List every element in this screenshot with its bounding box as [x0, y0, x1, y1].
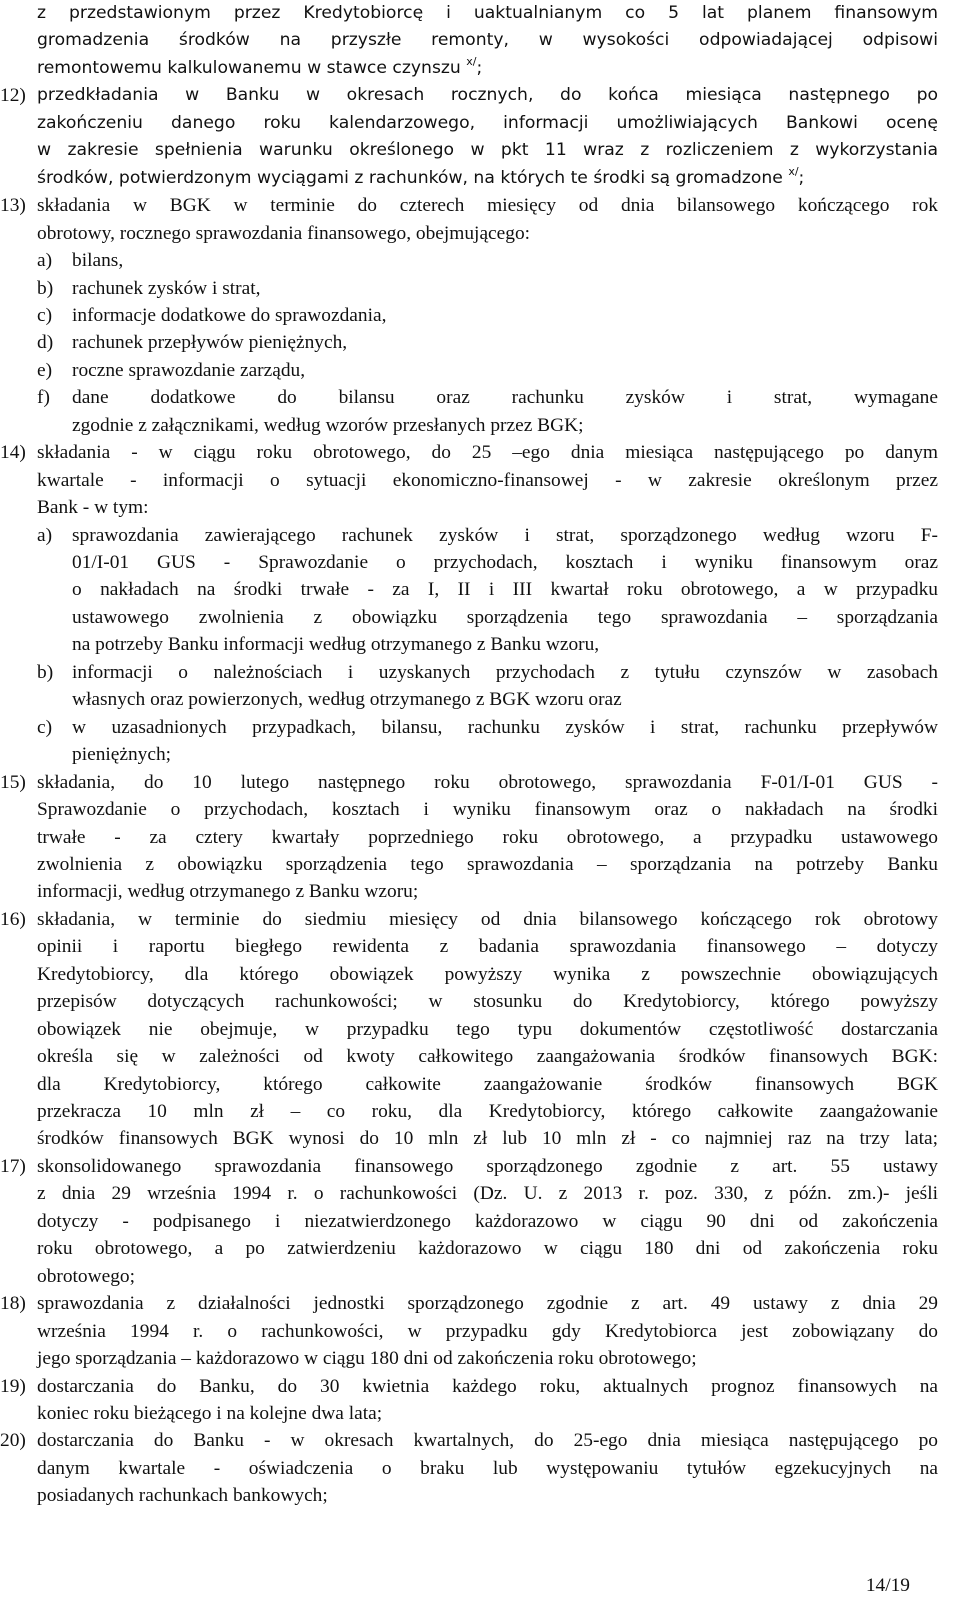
line-text: opinii i raportu biegłego rewidenta z badania sprawozdania finansowego – dotyczy — [37, 936, 938, 958]
punctuation: ; — [798, 167, 805, 188]
text-line — [37, 1455, 938, 1482]
line-text: koniec roku bieżącego i na kolejne dwa lata; — [37, 1402, 383, 1424]
line-text: dostarczania do Banku - w okresach kwartalnych, do 25-ego dnia miesiąca następującego po — [37, 1430, 938, 1452]
line-text: z dnia 29 września 1994 r. o rachunkowości (Dz. U. z 2013 r. poz. 330, z późn. zm.)- jeśli — [37, 1183, 938, 1205]
line-text: roczne sprawozdanie zarządu, — [72, 359, 306, 381]
line-text: roku obrotowego, a po zatwierdzeniu każdorazowo w ciągu 180 dni od zakończenia roku — [37, 1238, 938, 1260]
sub-item-marker: c) — [37, 716, 53, 738]
text-line — [37, 1318, 938, 1345]
line-text: o nakładach na środki trwałe - za I, II i III kwartał roku obrotowego, a w przypadku — [72, 579, 938, 601]
sub-item-marker: a) — [37, 250, 53, 272]
text-line — [37, 165, 804, 192]
line-text: składania, w terminie do siedmiu miesięcy od dnia bilansowego kończącego rok obrotowy — [37, 908, 938, 930]
text-line — [37, 824, 938, 851]
text-line — [37, 988, 938, 1015]
text-line — [37, 1482, 328, 1509]
text-line — [37, 1125, 938, 1152]
text-line — [37, 0, 938, 27]
text-line — [37, 851, 938, 878]
text-line — [37, 1235, 938, 1262]
text-line — [37, 933, 938, 960]
line-text: w uzasadnionych przypadkach, bilansu, rachunku zysków i strat, rachunku przepływów — [72, 716, 938, 738]
text-line — [37, 439, 938, 466]
line-text: września 1994 r. o rachunkowości, w przypadku gdy Kredytobiorca jest zobowiązany do — [37, 1320, 938, 1342]
line-text: informacje dodatkowe do sprawozdania, — [72, 304, 387, 326]
item-number: 13) — [0, 195, 26, 217]
text-line — [37, 1098, 938, 1125]
text-line — [37, 82, 938, 109]
sub-item-marker: e) — [37, 359, 53, 381]
footnote-marker: x/ — [788, 164, 799, 178]
text-line — [72, 631, 599, 658]
line-text: rachunek przepływów pieniężnych, — [72, 332, 348, 354]
item-number: 18) — [0, 1293, 26, 1315]
punctuation: ; — [476, 57, 483, 78]
text-line — [37, 1208, 938, 1235]
page-number: 14/19 — [865, 1575, 910, 1596]
text-line — [72, 247, 123, 274]
line-text: Kredytobiorcy, dla którego obowiązek powyższy wynika z powszechnie obowiązujących — [37, 963, 938, 985]
line-text: w zakresie spełnienia warunku określonego w pkt 11 wraz z rozliczeniem z wykorzystania — [37, 140, 938, 161]
text-line — [37, 467, 938, 494]
line-text: gromadzenia środków na przyszłe remonty, w wysokości odpowiadającej odpisowi — [37, 30, 938, 51]
line-text: środków, potwierdzonym wyciągami z rachunków, na których te środki są gromadzone — [37, 167, 783, 188]
text-line — [37, 1016, 938, 1043]
line-text: obrotowego; — [37, 1265, 136, 1287]
text-line — [72, 412, 584, 439]
sub-item-marker: c) — [37, 304, 53, 326]
line-text: dotyczy - podpisanego i niezatwierdzonego każdorazowo w ciągu 90 dni od zakończenia — [37, 1210, 938, 1232]
line-text: skonsolidowanego sprawozdania finansowego sporządzonego zgodnie z art. 55 ustawy — [37, 1155, 938, 1177]
item-number: 17) — [0, 1155, 26, 1177]
line-text: składania w BGK w terminie do czterech miesięcy od dnia bilansowego kończącego rok — [37, 195, 938, 217]
line-text: przedkładania w Banku w okresach rocznych, do końca miesiąca następnego po — [37, 85, 938, 106]
line-text: posiadanych rachunkach bankowych; — [37, 1485, 328, 1507]
text-line — [37, 1043, 938, 1070]
line-text: dla Kredytobiorcy, którego całkowite zaangażowanie środków finansowych BGK — [37, 1073, 938, 1095]
item-number: 15) — [0, 771, 26, 793]
text-line — [72, 714, 938, 741]
line-text: przekracza 10 mln zł – co roku, dla Kredytobiorcy, którego całkowite zaangażowanie — [37, 1101, 938, 1122]
line-text: 01/I-01 GUS - Sprawozdanie o przychodach, kosztach i wyniku finansowym oraz — [72, 552, 938, 573]
text-line — [37, 192, 938, 219]
line-text: rachunek zysków i strat, — [72, 277, 261, 299]
line-text: z przedstawionym przez Kredytobiorcę i uaktualnianym co 5 lat planem finansowym — [37, 3, 938, 23]
line-text: na potrzeby Banku informacji według otrzymanego z Banku wzoru, — [72, 634, 600, 656]
text-line — [37, 1290, 938, 1317]
text-line — [37, 110, 938, 137]
line-text: zgodnie z załącznikami, według wzorów przesłanych przez BGK; — [72, 414, 584, 436]
line-text: przepisów dotyczących rachunkowości; w stosunku do Kredytobiorcy, którego powyższy — [37, 991, 938, 1013]
line-text: określa się w zależności od kwoty całkowitego zaangażowania środków finansowych BGK: — [37, 1046, 938, 1068]
text-line — [72, 741, 171, 768]
text-line — [37, 137, 938, 164]
line-text: informacji o należnościach i uzyskanych przychodach z tytułu czynszów w zasobach — [72, 661, 938, 683]
text-line — [37, 1345, 697, 1372]
line-text: Bank - w tym: — [37, 497, 149, 519]
sub-item-marker: d) — [37, 332, 54, 354]
text-line — [37, 1180, 938, 1207]
text-line — [72, 384, 938, 411]
line-text: własnych oraz powierzonych, według otrzymanego z BGK wzoru oraz — [72, 689, 622, 711]
text-line — [37, 796, 938, 823]
text-line — [37, 961, 938, 988]
sub-item-marker: b) — [37, 661, 54, 683]
line-text: kwartale - informacji o sytuacji ekonomiczno-finansowej - w zakresie określonym przez — [37, 469, 938, 491]
sub-item-marker: f) — [37, 387, 50, 409]
text-line — [72, 302, 386, 329]
text-line — [72, 686, 622, 713]
text-line — [37, 1153, 938, 1180]
text-line — [37, 220, 530, 247]
footnote-marker: x/ — [466, 54, 477, 68]
line-text: Sprawozdanie o przychodach, kosztach i wyniku finansowym oraz o nakładach na środki — [37, 799, 938, 821]
text-line — [72, 604, 938, 631]
text-line — [72, 576, 938, 603]
line-text: dane dodatkowe do bilansu oraz rachunku zysków i strat, wymagane — [72, 387, 938, 409]
item-number: 20) — [0, 1430, 26, 1452]
line-text: składania - w ciągu roku obrotowego, do 25 –ego dnia miesiąca następującego po danym — [37, 442, 938, 464]
text-line — [37, 494, 149, 521]
line-text: remontowemu kalkulowanemu w stawce czynszu — [37, 57, 461, 78]
line-text: bilans, — [72, 250, 124, 272]
item-number: 19) — [0, 1375, 26, 1397]
line-text: składania, do 10 lutego następnego roku obrotowego, sprawozdania F-01/I-01 GUS - — [37, 771, 938, 793]
line-text: informacji, według otrzymanego z Banku wzoru; — [37, 881, 419, 903]
line-text: zakończeniu danego roku kalendarzowego, informacji umożliwiających Bankowi ocenę — [37, 112, 938, 133]
text-line — [72, 522, 938, 549]
line-text: sprawozdania z działalności jednostki sporządzonego zgodnie z art. 49 ustawy z dnia 29 — [37, 1293, 938, 1315]
line-text: ustawowego zwolnienia z obowiązku sporządzenia tego sprawozdania – sporządzania — [72, 606, 938, 628]
text-line — [37, 1400, 382, 1427]
text-line — [72, 549, 938, 576]
line-text: dostarczania do Banku, do 30 kwietnia każdego roku, aktualnych prognoz finansowych na — [37, 1375, 938, 1397]
text-line — [37, 1263, 135, 1290]
line-text: środków finansowych BGK wynosi do 10 mln zł lub 10 mln zł - co najmniej raz na trzy lata; — [37, 1128, 938, 1150]
text-line — [37, 1427, 938, 1454]
text-line — [37, 27, 938, 54]
text-line — [37, 1071, 938, 1098]
line-text: trwałe - za cztery kwartały poprzedniego roku obrotowego, a przypadku ustawowego — [37, 826, 938, 848]
line-text: obrotowy, rocznego sprawozdania finansowego, obejmującego: — [37, 222, 531, 244]
line-text: obowiązek nie obejmuje, w przypadku tego typu dokumentów częstotliwość dostarczania — [37, 1018, 938, 1040]
line-text: sprawozdania zawierającego rachunek zysków i strat, sporządzonego według wzoru F- — [72, 524, 938, 546]
text-line — [72, 357, 305, 384]
line-text: danym kwartale - oświadczenia o braku lub występowaniu tytułów egzekucyjnych na — [37, 1457, 938, 1479]
text-line — [37, 55, 482, 82]
text-line — [37, 769, 938, 796]
line-text: jego sporządzania – każdorazowo w ciągu 180 dni od zakończenia roku obrotowego; — [37, 1348, 697, 1370]
line-text: zwolnienia z obowiązku sporządzenia tego sprawozdania – sporządzania na potrzeby Banku — [37, 853, 938, 875]
sub-item-marker: a) — [37, 524, 53, 546]
text-line — [37, 878, 418, 905]
item-number: 16) — [0, 908, 26, 930]
text-line — [72, 659, 938, 686]
text-line — [72, 275, 260, 302]
item-number: 14) — [0, 442, 26, 464]
text-line — [72, 329, 347, 356]
item-number: 12) — [0, 85, 26, 107]
line-text: pieniężnych; — [72, 744, 172, 766]
sub-item-marker: b) — [37, 277, 54, 299]
text-line — [37, 1373, 938, 1400]
text-line — [37, 906, 938, 933]
